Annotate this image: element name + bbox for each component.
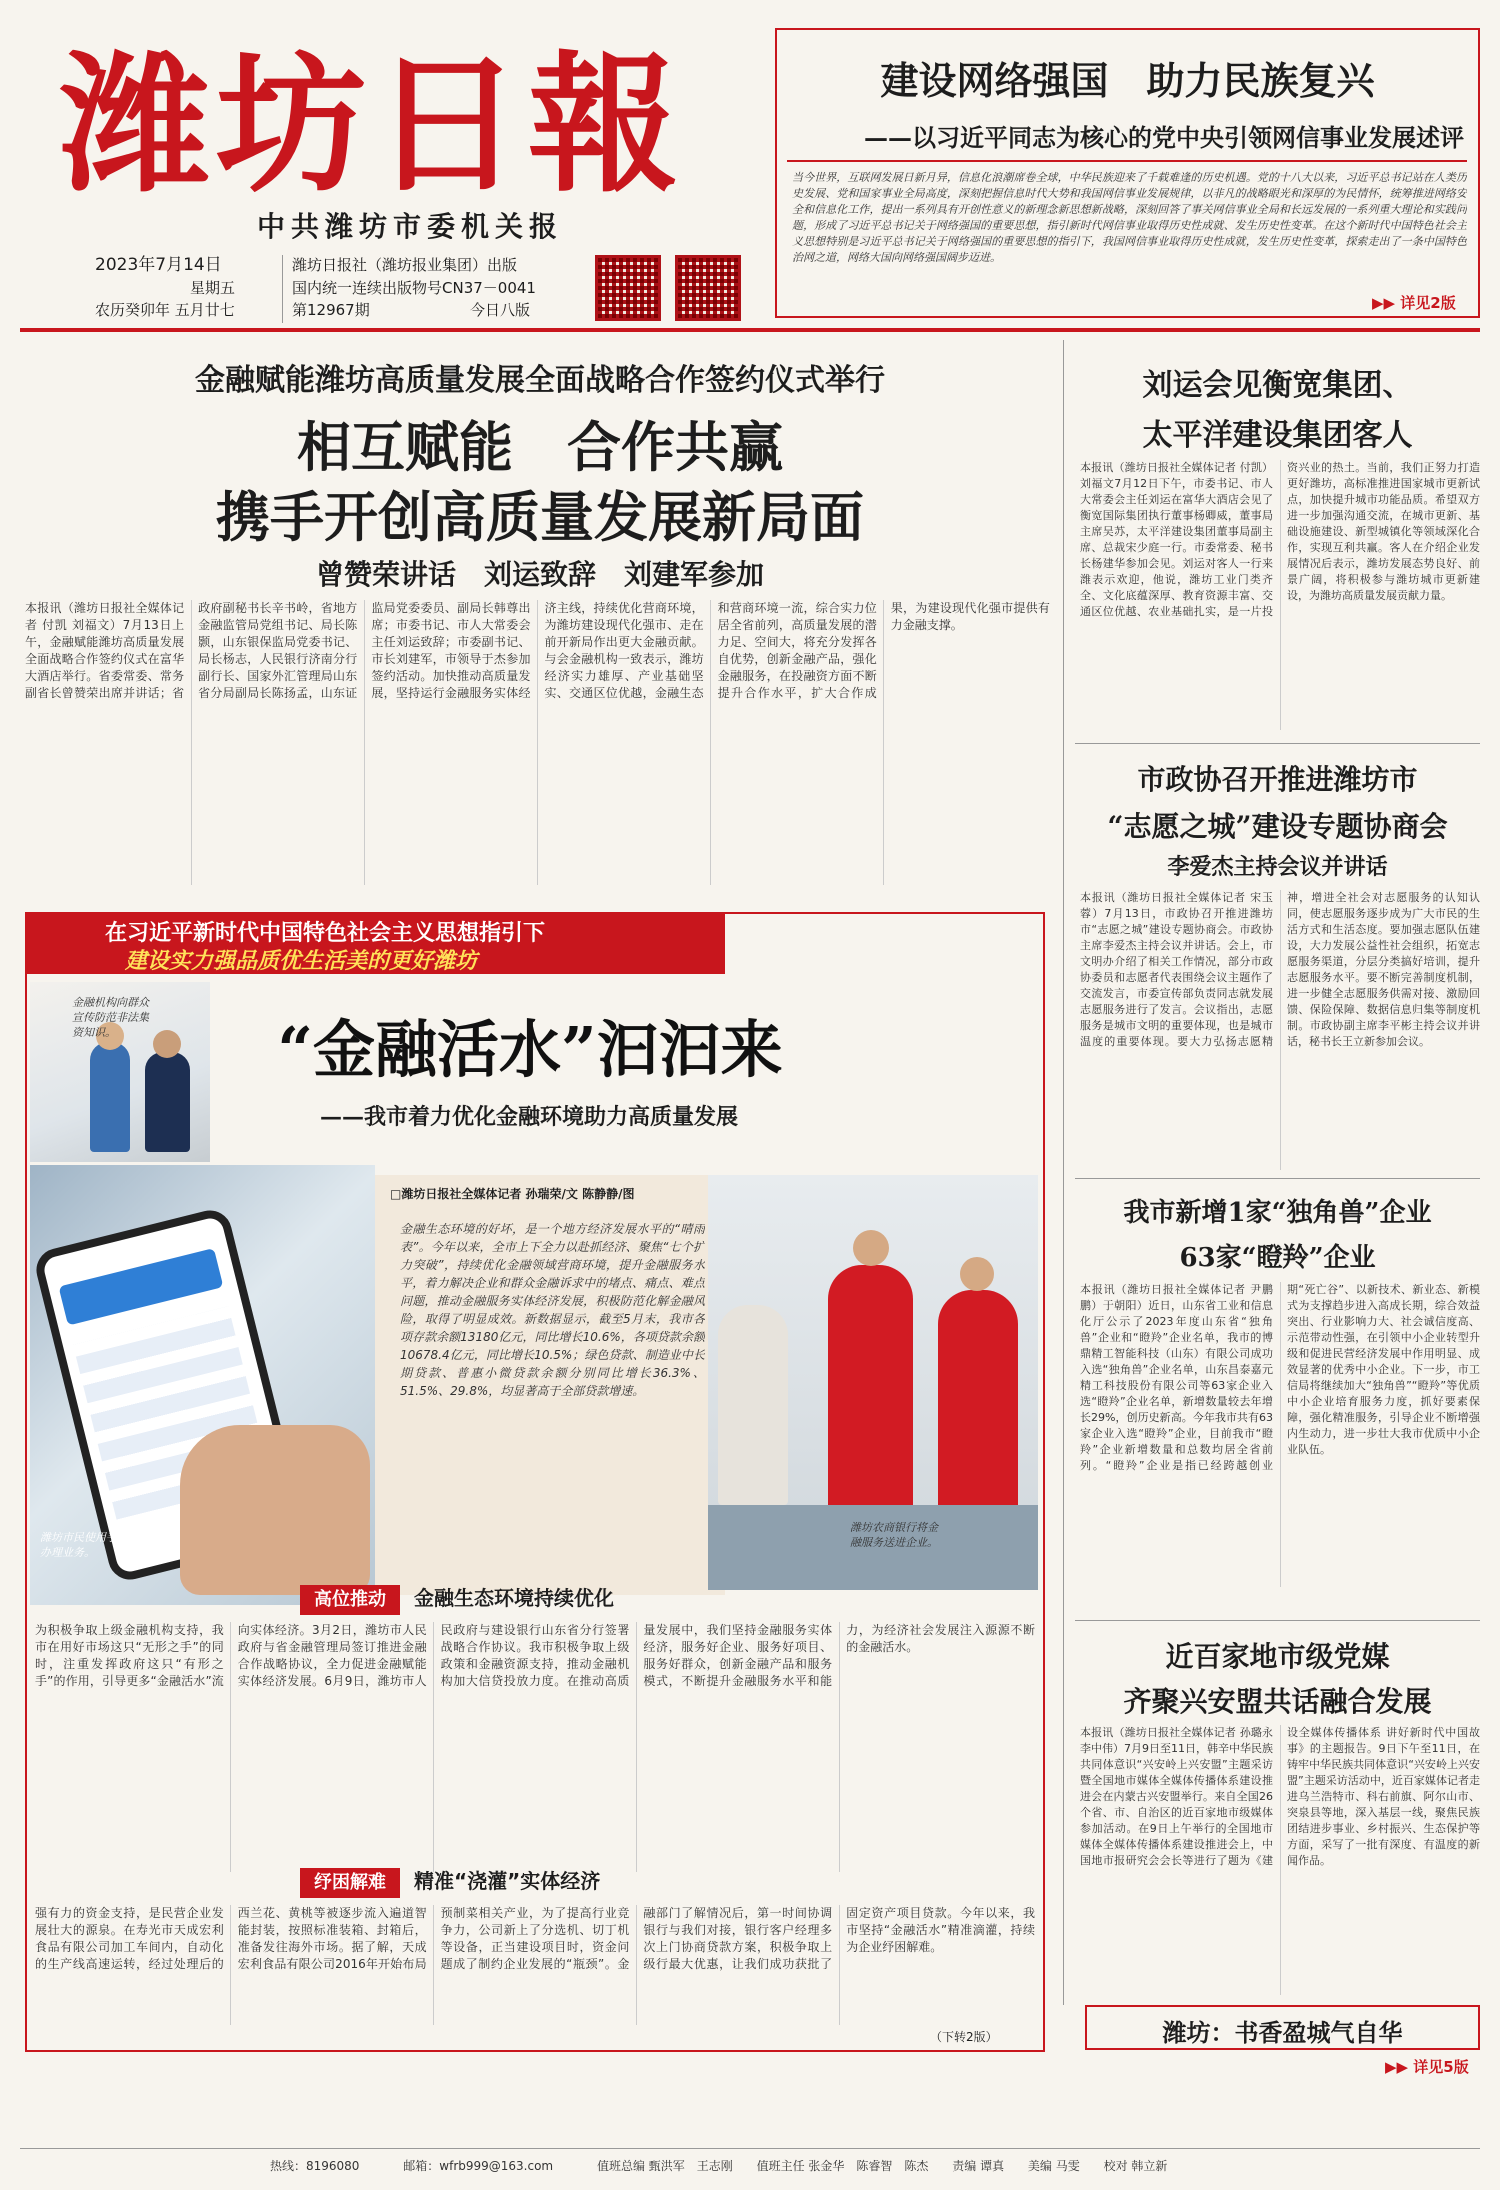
section-tag: 纾困解难 <box>300 1868 400 1898</box>
section-body: 强有力的资金支持，是民营企业发展壮大的源泉。在寿光市天成宏利食品有限公司加工车间内，自动化的生产线高速运转，经过处理后的西兰花、黄桃等被逐步流入遍道智能封装，按照标准装箱、封箱后，准备发往海外市场。据了解，天成宏利食品有限公司2016年开始布局预制菜相关产业，为了提高行业竞争力，公司新上了分选机、切丁机等设备，正当建设项目时，资金问题成了制约企业发展的“瓶颈”。金融部门了解情况后，第一时间协调银行与我们对接，银行客户经理多次上门协商贷款方案，积极争取上级行最大优惠，让我们成功获批了固定资产项目贷款。今年以来，我市坚持“金融活水”精准滴灌，持续为企业纾困解难。 <box>35 1906 1035 1971</box>
see-more-label: 详见2版 <box>1400 294 1456 312</box>
date-block <box>95 255 265 275</box>
divider <box>787 160 1467 162</box>
footer-hotline: 热线：8196080 <box>270 2159 360 2173</box>
qr-code-icon[interactable] <box>675 255 741 321</box>
footer-designer: 美编 马雯 <box>1027 2159 1080 2173</box>
publisher: 潍坊日报社（潍坊报业集团）出版 <box>292 256 518 274</box>
top-story-body: 当今世界，互联网发展日新月异，信息化浪潮席卷全球，中华民族迎来了千载难逢的历史机遇。党的十八大以来，习近平总书记站在人类历史发展、党和国家事业全局高度，深刻把握信息时代大势和我国网信事业发展规律，以非凡的战略眼光和深厚的为民情怀，统筹推进网络安全和信息化工作，提出一系列具有开创性意义的新理念新思想新战略，深刻回答了事关网信事业全局和长远发展的一系列重大理论和实践问题，形成了习近平总书记关于网络强国的重要思想，指引新时代网信事业取得历史性成就、发生历史性变革。在这个新时代中国特色社会主义思想特别是习近平总书记关于网络强国的重要思想的指引下，我国网信事业取得历史性成就，发生历史性变革，探索走出了一条中国特色治网之道，网络大国向网络强国阔步迈进。 <box>792 171 1467 264</box>
masthead-rule <box>20 328 1480 332</box>
banner-line-1: 在习近平新时代中国特色社会主义思想指引下 <box>105 921 546 946</box>
continued-note[interactable]: （下转2版） <box>930 2030 998 2044</box>
weekday: 星期五 <box>190 279 236 297</box>
lead-headline: 相互赋能 合作共赢 <box>297 415 783 479</box>
photo-caption: 潍坊农商银行将金融服务送进企业。 <box>850 1521 938 1549</box>
divider <box>1075 1178 1480 1179</box>
section-title: 精准“浇灌”实体经济 <box>414 1869 601 1893</box>
story-title: 刘运会见衡宽集团、 <box>1142 368 1413 403</box>
lead-body: 本报讯（潍坊日报社全媒体记者 付凯 刘福文）7月13日上午，金融赋能潍坊高质量发展全面战略合作签约仪式在富华大酒店举行。省委常委、常务副省长曾赞荣出席并讲话；省政府副秘书长辛书岭，省地方金融监管局党组书记、局长陈颢，山东银保监局党委书记、局长杨志，人民银行济南分行副行长、国家外汇管理局山东省分局副局长陈扬孟，山东证监局党委委员、副局长韩尊出席；市委书记、市人大常委会主任刘运致辞；市委副书记、市长刘建军，市领导于杰参加签约活动。加快推动高质量发展，坚持运行金融服务实体经济主线，持续优化营商环境，为潍坊建设现代化强市、走在前开新局作出更大金融贡献。与会金融机构一致表示，潍坊经济实力雄厚、产业基础坚实、交通区位优越，金融生态和营商环境一流，综合实力位居全省前列，高质量发展的潜力足、空间大，将充分发挥各自优势，创新金融产品，强化金融服务，在投融资方面不断提升合作水平，扩大合作成果，为建设现代化强市提供有力金融支撑。 <box>25 601 1050 700</box>
newspaper-masthead: 潍坊日報 <box>60 37 685 213</box>
issue-date: 2023年7月14日 <box>95 255 222 275</box>
serial-number: 国内统一连续出版物号CN37－0041 <box>292 279 536 297</box>
story-body: 本报讯（潍坊日报社全媒体记者 孙璐永 李中伟）7月9日至11日，韩辛中华民族共同体意识“兴安岭上兴安盟”主题采访暨全国地市媒体全媒体传播体系建设推进会在内蒙古兴安盟举行。来自全国26个省、市、自治区的近百家地市级媒体参加活动。在9日上午举行的全国地市媒体全媒体传播体系建设推进会上，中国地市报研究会会长等进行了题为《建设全媒体传播体系 讲好新时代中国故事》的主题报告。9日下午至11日，在铸牢中华民族共同体意识“兴安岭上兴安盟”主题采访活动中，近百家媒体记者走进乌兰浩特市、科右前旗、阿尔山市、突泉县等地，深入基层一线，聚焦民族团结进步事业、乡村振兴、生态保护等方面，采写了一批有深度、有温度的新闻作品。 <box>1080 1726 1480 1867</box>
feature-intro: 金融生态环境的好坏，是一个地方经济发展水平的“晴雨表”。今年以来，全市上下全力以赴抓经济、聚焦“七个扩力突破”，持续优化金融领域营商环境，提升金融服务水平，着力解决企业和群众金融诉求中的堵点、痛点、难点问题，推动金融服务实体经济发展，积极防范化解金融风险，取得了明显成效。新数据显示，截至5月末，我市各项存款余额13180亿元，同比增长10.6%，各项贷款余额10678.4亿元，同比增长10.5%；绿色贷款、制造业中长期贷款、普惠小微贷款余额分别同比增长36.3%、51.5%、29.8%，均显著高于全部贷款增速。 <box>400 1222 705 1398</box>
story-title: 齐聚兴安盟共话融合发展 <box>1123 1685 1432 1718</box>
divider <box>282 255 283 323</box>
section-tag: 高位推动 <box>300 1585 400 1615</box>
feature-byline: □潍坊日报社全媒体记者 孙瑞荣/文 陈静静/图 <box>390 1187 635 1201</box>
feature-title: “金融活水”汩汩来 <box>277 1013 783 1086</box>
divider <box>1075 1620 1480 1621</box>
masthead-subtitle: 中共潍坊市委机关报 <box>256 210 563 243</box>
feature-intro-box <box>375 1175 725 1595</box>
divider <box>1075 743 1480 744</box>
lunar-date: 农历癸卯年 五月廿七 <box>95 301 235 319</box>
story-title: 市政协召开推进潍坊市 <box>1137 763 1418 796</box>
banner-line-2: 建设实力强品质优生活美的更好潍坊 <box>125 949 478 974</box>
footer-chief: 值班总编 甄洪军 王志刚 <box>596 2159 733 2173</box>
promo-text: 潍坊：书香盈城气自华 <box>1162 2018 1403 2047</box>
issue-number: 第12967期 <box>292 301 370 319</box>
lead-headline-2: 携手开创高质量发展新局面 <box>216 485 864 549</box>
feature-banner <box>25 912 725 974</box>
story-body: 本报讯（潍坊日报社全媒体记者 付凯）刘福文7月12日下午，市委书记、市人大常委会主任刘运在富华大酒店会见了衡宽国际集团执行董事杨卿威，董事局主席吴苏，太平洋建设集团董事局副主席、总裁宋少庭一行。市委常委、秘书长杨建华参加会见。刘运对客人一行来潍表示欢迎，他说，潍坊工业门类齐全、文化底蕴深厚、教育资源丰富、交通区位优越、农业基础扎实，是一片投资兴业的热土。当前，我们正努力打造更好潍坊，高标准推进国家城市更新试点，加快提升城市功能品质。希望双方进一步加强沟通交流，在城市更新、基础设施建设、新型城镇化等领域深化合作，实现互利共赢。客人在介绍企业发展情况后表示，潍坊发展态势良好、前景广阔，将积极参与潍坊城市更新建设，为潍坊高质量发展贡献力量。 <box>1080 461 1480 618</box>
story-title: 近百家地市级党媒 <box>1165 1640 1390 1673</box>
footer-rule <box>20 2148 1480 2149</box>
see-more-label: 详见5版 <box>1413 2058 1469 2076</box>
photo-caption: 潍坊市民使用手机银行办理业务。 <box>40 1531 150 1559</box>
top-story-box[interactable] <box>775 28 1480 318</box>
section-header <box>300 1582 800 1612</box>
section-header <box>300 1865 800 1895</box>
section-title: 金融生态环境持续优化 <box>414 1586 614 1610</box>
footer-email: 邮箱：wfrb999@163.com <box>403 2159 554 2173</box>
see-more-link[interactable]: ▶▶ 详见2版 <box>1372 294 1456 312</box>
story-title: “志愿之城”建设专题协商会 <box>1107 810 1448 843</box>
story-body: 本报讯（潍坊日报社全媒体记者 尹鹏鹏）于朝阳）近日，山东省工业和信息化厅公示了2023年度山东省“独角兽”企业和“瞪羚”企业名单，我市的博鼎精工智能科技（山东）有限公司成功入选“独角兽”企业名单，山东昌泰嘉元精工科技股份有限公司等63家企业入选“瞪羚”企业名单，新增数量较去年增长29%，创历史新高。今年我市共有63家企业入选“瞪羚”企业，目前我市“瞪羚”企业新增数量和总数均居全省前列。“瞪羚”企业是指已经跨越创业期“死亡谷”、以新技术、新业态、新模式为支撑趋步进入高成长期，综合效益突出、行业影响力大、社会诚信度高、示范带动性强，在引领中小企业转型升级和促进民营经济发展中作用明显、成效显著的优秀中小企业。下一步，市工信局将继续加大“独角兽”“瞪羚”等优质中小企业培育服务力度，抓好要素保障，强化精准服务，引导企业不断增强内生动力，进一步壮大我市优质中小企业队伍。 <box>1080 1283 1480 1472</box>
top-story-title: 建设网络强国 助力民族复兴 <box>880 58 1375 103</box>
footer-bar <box>270 2156 1420 2176</box>
qr-code-icon[interactable] <box>595 255 661 321</box>
feature-subtitle: ——我市着力优化金融环境助力高质量发展 <box>320 1104 739 1130</box>
story-body: 本报讯（潍坊日报社全媒体记者 宋玉蓉）7月13日，市政协召开推进潍坊市“志愿之城”建设专题协商会。市政协主席李爱杰主持会议并讲话。会上，市文明办介绍了相关工作情况，部分市政协委员和志愿者代表围绕会议主题作了交流发言，市委宣传部负责同志就发展志愿服务进行了发言。会议指出，志愿服务是城市文明的重要体现，也是城市温度的重要体现。要大力弘扬志愿精神，增进全社会对志愿服务的认知认同，使志愿服务逐步成为广大市民的生活方式和生活态度。要加强志愿队伍建设，大力发展公益性社会组织，拓宽志愿服务渠道，分层分类搞好培训，提升志愿服务水平。要不断完善制度机制，进一步健全志愿服务供需对接、激励回馈、保险保障、数据信息归集等制度机制。市政协副主席李平彬主持会议并讲话，秘书长王立新参加会议。 <box>1080 891 1480 1048</box>
lead-kicker: 金融赋能潍坊高质量发展全面战略合作签约仪式举行 <box>195 363 885 398</box>
top-story-subtitle: ——以习近平同志为核心的党中央引领网信事业发展述评 <box>863 123 1464 152</box>
story-title: 太平洋建设集团客人 <box>1142 418 1413 453</box>
footer-proof: 校对 韩立新 <box>1103 2159 1168 2173</box>
see-more-link[interactable]: ▶▶ 详见5版 <box>1385 2058 1469 2076</box>
column-divider <box>1063 340 1064 2005</box>
footer-editor: 责编 谭真 <box>952 2159 1005 2173</box>
section-body: 为积极争取上级金融机构支持，我市在用好市场这只“无形之手”的同时，注重发挥政府这只“有形之手”的作用，引导更多“金融活水”流向实体经济。3月2日，潍坊市人民政府与省金融管理局签订推进金融合作战略协议，全力促进金融赋能实体经济发展。6月9日，潍坊市人民政府与建设银行山东省分行签署战略合作协议。我市积极争取上级政策和金融资源支持，推动金融机构加大信贷投放力度。在推动高质量发展中，我们坚持金融服务实体经济，服务好企业、服务好项目、服务好群众，创新金融产品和服务模式，不断提升金融服务水平和能力，为经济社会发展注入源源不断的金融活水。 <box>35 1623 1035 1688</box>
lead-subtitle: 曾赞荣讲话 刘运致辞 刘建军参加 <box>315 558 764 591</box>
promo-box[interactable] <box>1085 2005 1480 2050</box>
story-title: 我市新增1家“独角兽”企业 <box>1123 1198 1432 1228</box>
photo-caption: 金融机构向群众宣传防范非法集资知识。 <box>72 996 149 1039</box>
page-count: 今日八版 <box>470 301 531 319</box>
story-subtitle: 李爱杰主持会议并讲话 <box>1167 854 1388 880</box>
footer-director: 值班主任 张金华 陈睿智 陈杰 <box>756 2159 929 2173</box>
story-title: 63家“瞪羚”企业 <box>1179 1243 1376 1273</box>
